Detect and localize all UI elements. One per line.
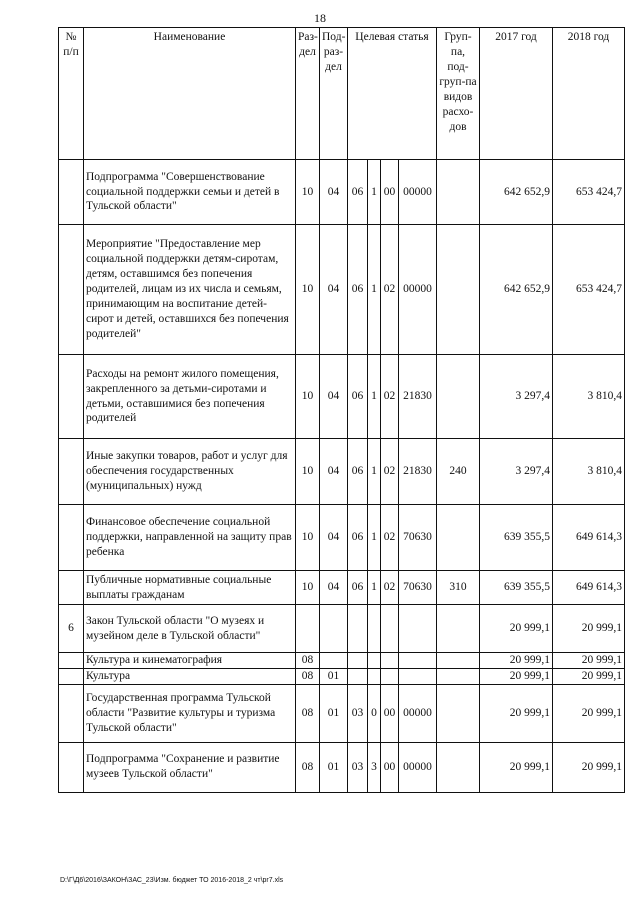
page-number: 18 bbox=[314, 11, 326, 25]
cell-podrazdel: 01 bbox=[320, 684, 348, 742]
cell-razdel bbox=[296, 605, 320, 653]
cell-cs2 bbox=[368, 605, 381, 653]
table-row bbox=[59, 505, 625, 571]
table-row bbox=[59, 653, 625, 669]
cell-razdel: 08 bbox=[296, 668, 320, 684]
cell-no bbox=[59, 653, 84, 669]
cell-cs4: 00000 bbox=[399, 225, 437, 355]
cell-group bbox=[437, 225, 480, 355]
cell-podrazdel: 04 bbox=[320, 225, 348, 355]
cell-no bbox=[59, 742, 84, 792]
cell-cs3: 00 bbox=[381, 684, 399, 742]
header-row bbox=[59, 28, 625, 160]
cell-group bbox=[437, 605, 480, 653]
cell-no bbox=[59, 668, 84, 684]
cell-name: Культура bbox=[84, 668, 296, 684]
cell-cs3: 02 bbox=[381, 505, 399, 571]
table-row bbox=[59, 605, 625, 653]
cell-name: Подпрограмма "Совершенствование социальной поддержки семьи и детей в Тульской области" bbox=[84, 160, 296, 225]
budget-table bbox=[58, 27, 625, 793]
cell-razdel: 10 bbox=[296, 355, 320, 439]
cell-cs4: 21830 bbox=[399, 355, 437, 439]
cell-y2018: 20 999,1 bbox=[553, 653, 625, 669]
cell-cs4: 00000 bbox=[399, 684, 437, 742]
cell-group bbox=[437, 742, 480, 792]
cell-cs3: 02 bbox=[381, 439, 399, 505]
cell-podrazdel: 04 bbox=[320, 355, 348, 439]
cell-y2017: 639 355,5 bbox=[480, 571, 553, 605]
cell-y2017: 3 297,4 bbox=[480, 439, 553, 505]
cell-podrazdel bbox=[320, 605, 348, 653]
cell-group: 240 bbox=[437, 439, 480, 505]
header-no: № п/п bbox=[59, 28, 84, 160]
cell-name: Закон Тульской области "О музеях и музейном деле в Тульской области" bbox=[84, 605, 296, 653]
cell-y2017: 20 999,1 bbox=[480, 605, 553, 653]
cell-cs2: 1 bbox=[368, 571, 381, 605]
cell-name: Подпрограмма "Сохранение и развитие музеев Тульской области" bbox=[84, 742, 296, 792]
cell-cs2: 1 bbox=[368, 160, 381, 225]
cell-y2017: 642 652,9 bbox=[480, 160, 553, 225]
header-target: Целевая статья bbox=[348, 28, 437, 160]
cell-razdel: 10 bbox=[296, 160, 320, 225]
cell-y2017: 20 999,1 bbox=[480, 653, 553, 669]
cell-cs4: 00000 bbox=[399, 742, 437, 792]
cell-cs2: 1 bbox=[368, 225, 381, 355]
cell-cs1 bbox=[348, 605, 368, 653]
cell-y2018: 3 810,4 bbox=[553, 439, 625, 505]
cell-no bbox=[59, 439, 84, 505]
cell-cs1: 06 bbox=[348, 571, 368, 605]
cell-y2017: 20 999,1 bbox=[480, 742, 553, 792]
cell-y2017: 639 355,5 bbox=[480, 505, 553, 571]
cell-y2017: 20 999,1 bbox=[480, 668, 553, 684]
table-row bbox=[59, 160, 625, 225]
cell-y2018: 3 810,4 bbox=[553, 355, 625, 439]
cell-cs4 bbox=[399, 653, 437, 669]
cell-podrazdel: 01 bbox=[320, 742, 348, 792]
cell-cs2 bbox=[368, 653, 381, 669]
cell-cs2: 0 bbox=[368, 684, 381, 742]
cell-no bbox=[59, 571, 84, 605]
cell-y2017: 20 999,1 bbox=[480, 684, 553, 742]
cell-group bbox=[437, 160, 480, 225]
cell-y2018: 649 614,3 bbox=[553, 505, 625, 571]
cell-group: 310 bbox=[437, 571, 480, 605]
cell-y2018: 20 999,1 bbox=[553, 684, 625, 742]
cell-cs3: 02 bbox=[381, 355, 399, 439]
table-row bbox=[59, 668, 625, 684]
cell-group bbox=[437, 684, 480, 742]
cell-cs1: 06 bbox=[348, 439, 368, 505]
cell-podrazdel: 04 bbox=[320, 160, 348, 225]
cell-cs2: 1 bbox=[368, 505, 381, 571]
cell-razdel: 10 bbox=[296, 505, 320, 571]
table-row bbox=[59, 439, 625, 505]
cell-name: Публичные нормативные социальные выплаты гражданам bbox=[84, 571, 296, 605]
header-group: Груп-па, под-груп-па видов расхо-дов bbox=[437, 28, 480, 160]
cell-cs1: 06 bbox=[348, 355, 368, 439]
cell-cs3 bbox=[381, 653, 399, 669]
cell-name: Расходы на ремонт жилого помещения, закрепленного за детьми-сиротами и детьми, оставшимися без попечения родителей bbox=[84, 355, 296, 439]
cell-cs3 bbox=[381, 668, 399, 684]
cell-cs4: 70630 bbox=[399, 571, 437, 605]
cell-razdel: 10 bbox=[296, 439, 320, 505]
cell-cs4: 70630 bbox=[399, 505, 437, 571]
cell-no bbox=[59, 225, 84, 355]
cell-cs2: 1 bbox=[368, 355, 381, 439]
cell-cs3: 02 bbox=[381, 571, 399, 605]
cell-y2018: 653 424,7 bbox=[553, 160, 625, 225]
cell-group bbox=[437, 355, 480, 439]
header-name: Наименование bbox=[84, 28, 296, 160]
cell-podrazdel: 04 bbox=[320, 571, 348, 605]
cell-cs3 bbox=[381, 605, 399, 653]
header-2017: 2017 год bbox=[480, 28, 553, 160]
header-2018: 2018 год bbox=[553, 28, 625, 160]
table-row bbox=[59, 684, 625, 742]
cell-cs1: 03 bbox=[348, 684, 368, 742]
cell-razdel: 10 bbox=[296, 225, 320, 355]
table-row bbox=[59, 225, 625, 355]
cell-cs2 bbox=[368, 668, 381, 684]
cell-name: Мероприятие "Предоставление мер социальной поддержки детям-сиротам, детям, оставшимся без попечения родителей, лицам из их числа и семьям, принимающим на воспитание детей-сирот и детей, оставшихся без попечения родителей" bbox=[84, 225, 296, 355]
cell-cs1: 06 bbox=[348, 225, 368, 355]
cell-razdel: 08 bbox=[296, 653, 320, 669]
cell-cs4: 00000 bbox=[399, 160, 437, 225]
cell-group bbox=[437, 668, 480, 684]
cell-cs1 bbox=[348, 653, 368, 669]
cell-y2018: 649 614,3 bbox=[553, 571, 625, 605]
cell-y2017: 642 652,9 bbox=[480, 225, 553, 355]
table-row bbox=[59, 355, 625, 439]
cell-no bbox=[59, 355, 84, 439]
cell-no bbox=[59, 505, 84, 571]
cell-cs3: 02 bbox=[381, 225, 399, 355]
cell-y2018: 653 424,7 bbox=[553, 225, 625, 355]
cell-razdel: 08 bbox=[296, 742, 320, 792]
table-row bbox=[59, 571, 625, 605]
cell-name: Финансовое обеспечение социальной поддержки, направленной на защиту прав ребенка bbox=[84, 505, 296, 571]
table-row bbox=[59, 742, 625, 792]
cell-cs1: 06 bbox=[348, 160, 368, 225]
cell-cs4: 21830 bbox=[399, 439, 437, 505]
cell-y2018: 20 999,1 bbox=[553, 605, 625, 653]
cell-podrazdel: 01 bbox=[320, 668, 348, 684]
cell-cs4 bbox=[399, 668, 437, 684]
cell-cs3: 00 bbox=[381, 160, 399, 225]
cell-y2018: 20 999,1 bbox=[553, 742, 625, 792]
cell-podrazdel: 04 bbox=[320, 505, 348, 571]
header-razdel: Раз-дел bbox=[296, 28, 320, 160]
cell-cs3: 00 bbox=[381, 742, 399, 792]
cell-name: Государственная программа Тульской области "Развитие культуры и туризма Тульской области" bbox=[84, 684, 296, 742]
cell-cs4 bbox=[399, 605, 437, 653]
cell-y2017: 3 297,4 bbox=[480, 355, 553, 439]
cell-podrazdel bbox=[320, 653, 348, 669]
cell-name: Иные закупки товаров, работ и услуг для обеспечения государственных (муниципальных) нужд bbox=[84, 439, 296, 505]
cell-cs1: 06 bbox=[348, 505, 368, 571]
cell-podrazdel: 04 bbox=[320, 439, 348, 505]
cell-cs2: 3 bbox=[368, 742, 381, 792]
file-path-footer: D:\Г\Д6\2016\ЗАКОН\ЗАС_23\Изм. бюджет ТО 2016-2018_2 чт\pr7.xls bbox=[60, 877, 284, 884]
cell-razdel: 08 bbox=[296, 684, 320, 742]
cell-cs2: 1 bbox=[368, 439, 381, 505]
cell-no bbox=[59, 684, 84, 742]
cell-y2018: 20 999,1 bbox=[553, 668, 625, 684]
cell-no bbox=[59, 160, 84, 225]
cell-group bbox=[437, 505, 480, 571]
cell-cs1: 03 bbox=[348, 742, 368, 792]
cell-cs1 bbox=[348, 668, 368, 684]
header-podrazdel: Под-раз-дел bbox=[320, 28, 348, 160]
cell-no: 6 bbox=[59, 605, 84, 653]
cell-name: Культура и кинематография bbox=[84, 653, 296, 669]
cell-group bbox=[437, 653, 480, 669]
cell-razdel: 10 bbox=[296, 571, 320, 605]
